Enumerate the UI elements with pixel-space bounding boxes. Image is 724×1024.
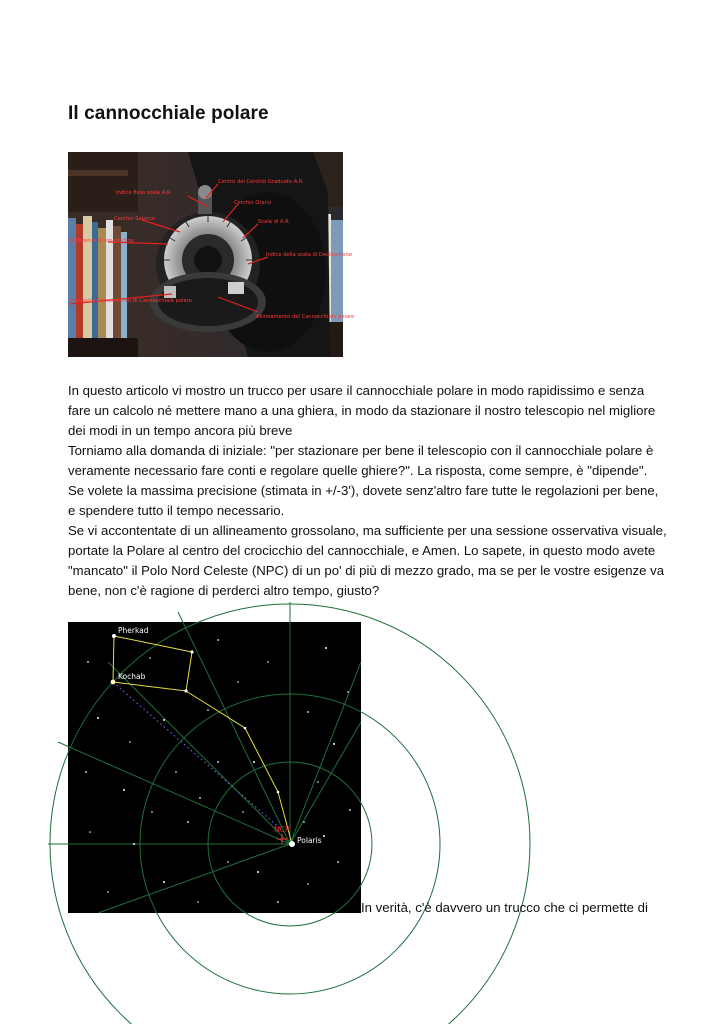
label-polaris: Polaris — [297, 836, 322, 845]
polar-scope-photo — [68, 152, 355, 357]
photo-drawing — [68, 152, 355, 357]
label-kochab: Kochab — [118, 672, 146, 681]
label-pherkad: Pherkad — [118, 626, 149, 635]
photo-label-9: Allineamento del Cannocchiale polare — [256, 314, 355, 320]
paragraph-2: Torniamo alla domanda di iniziale: "per stazionare per bene il telescopio con il cannocchiale polare è veramente necessario fare conti e regolare quelle ghiere?". La risposta, come sempre, è "dipende". — [68, 443, 654, 478]
photo-label-8: Manopola Allineamento di Cannocchiale polare — [70, 298, 192, 304]
photo-label-3: Cerchio Orario — [234, 200, 272, 206]
photo-label-7: Indice della scala di Declinazione — [266, 252, 353, 258]
photo-label-6: Differenza di longitudine — [70, 238, 134, 244]
paragraph-3: Se volete la massima precisione (stimata in +/-3'), dovete senz'altro fare tutte le regolazioni per bene, e spendere tutto il tempo necessario. — [68, 483, 659, 518]
photo-label-4: Cerchio Salacco — [114, 216, 156, 222]
star-map — [68, 622, 361, 913]
photo-label-2: Centro del Cerchio Graduato A.R. — [218, 179, 304, 185]
label-npc: NCP — [274, 825, 290, 834]
page-title: Il cannocchiale polare — [68, 103, 269, 124]
photo-label-5: Scala di A.R. — [258, 219, 291, 225]
paragraph-1: In questo articolo vi mostro un trucco per usare il cannocchiale polare in modo rapidissimo e senza fare un calcolo né mettere mano a una ghiera, in modo da stazionare il nostro telescopio nel migliore dei modi in un tempo ancora più breve — [68, 383, 656, 438]
continuation-text: In verità, c'è davvero un trucco che ci permette di — [361, 900, 648, 915]
star-map-drawing — [68, 622, 361, 913]
article-body — [68, 381, 668, 601]
paragraph-4: Se vi accontentate di un allineamento grossolano, ma sufficiente per una sessione osservativa visuale, portate la Polare al centro del crocicchio del cannocchiale, e Amen. Lo sapete, in questo modo avete "mancato" il Polo Nord Celeste (NPC) di un po' di più di mezzo grado, ma se per le vostre esigenze va bene, non c'è ragione di perderci altro tempo, giusto? — [68, 523, 667, 598]
photo-label-1: Indice fisso scala A.R. — [116, 190, 172, 196]
